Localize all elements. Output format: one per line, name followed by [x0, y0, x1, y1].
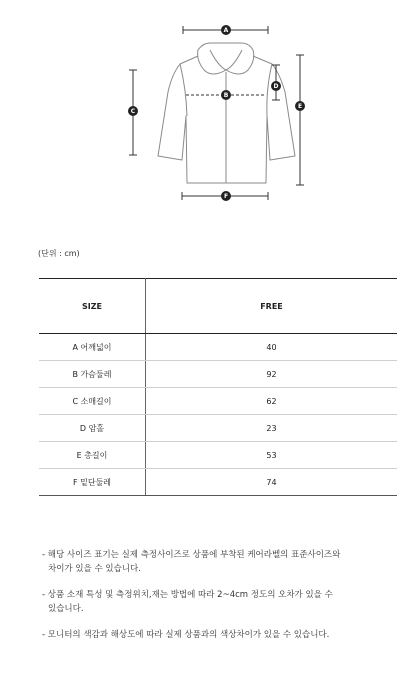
note-line: - 해당 사이즈 표기는 실제 측정사이즈로 상품에 부착된 케어라벨의 표준사이즈와 [42, 550, 341, 560]
row-label: C 소매길이 [39, 388, 146, 415]
notes [42, 548, 402, 654]
note-item [42, 548, 402, 576]
row-value: 40 [146, 334, 398, 361]
marker-f-label: F [223, 193, 229, 201]
table-row [39, 415, 397, 442]
marker-a [221, 25, 231, 35]
table-row [39, 442, 397, 469]
table-row [39, 361, 397, 388]
note-item [42, 588, 402, 616]
marker-a-label: A [223, 27, 229, 35]
row-label: A 어깨넓이 [39, 334, 146, 361]
row-value: 23 [146, 415, 398, 442]
row-label: B 가슴둘레 [39, 361, 146, 388]
unit-label: (단위 : cm) [38, 249, 80, 258]
garment-measurement-diagram [0, 0, 416, 215]
marker-b [221, 90, 231, 100]
table-row [39, 334, 397, 361]
marker-d [271, 81, 281, 91]
table-header-row [39, 279, 397, 334]
table-row [39, 469, 397, 496]
note-line: - 상품 소재 특성 및 측정위치,재는 방법에 따라 2~4cm 정도의 오차가 있을 수 [42, 590, 333, 600]
row-value: 92 [146, 361, 398, 388]
row-value: 62 [146, 388, 398, 415]
note-line: - 모니터의 색감과 해상도에 따라 실제 상품과의 색상차이가 있을 수 있습니다. [42, 630, 330, 640]
row-label: D 암홀 [39, 415, 146, 442]
jacket-outline [158, 43, 295, 183]
marker-b-label: B [223, 92, 229, 100]
marker-e-label: E [297, 103, 303, 111]
measurement-lines [129, 26, 304, 200]
marker-e [295, 101, 305, 111]
note-line: 있습니다. [48, 604, 84, 614]
marker-f [221, 191, 231, 201]
size-table [39, 278, 397, 496]
row-value: 53 [146, 442, 398, 469]
table-row [39, 388, 397, 415]
note-line: 차이가 있을 수 있습니다. [48, 564, 141, 574]
marker-d-label: D [273, 83, 279, 91]
row-label: E 총길이 [39, 442, 146, 469]
marker-c [128, 106, 138, 116]
header-size: SIZE [39, 279, 146, 334]
header-free: FREE [146, 279, 398, 334]
row-label: F 밑단둘레 [39, 469, 146, 496]
measurement-markers [128, 25, 305, 201]
row-value: 74 [146, 469, 398, 496]
marker-c-label: C [130, 108, 136, 116]
note-item [42, 628, 402, 642]
